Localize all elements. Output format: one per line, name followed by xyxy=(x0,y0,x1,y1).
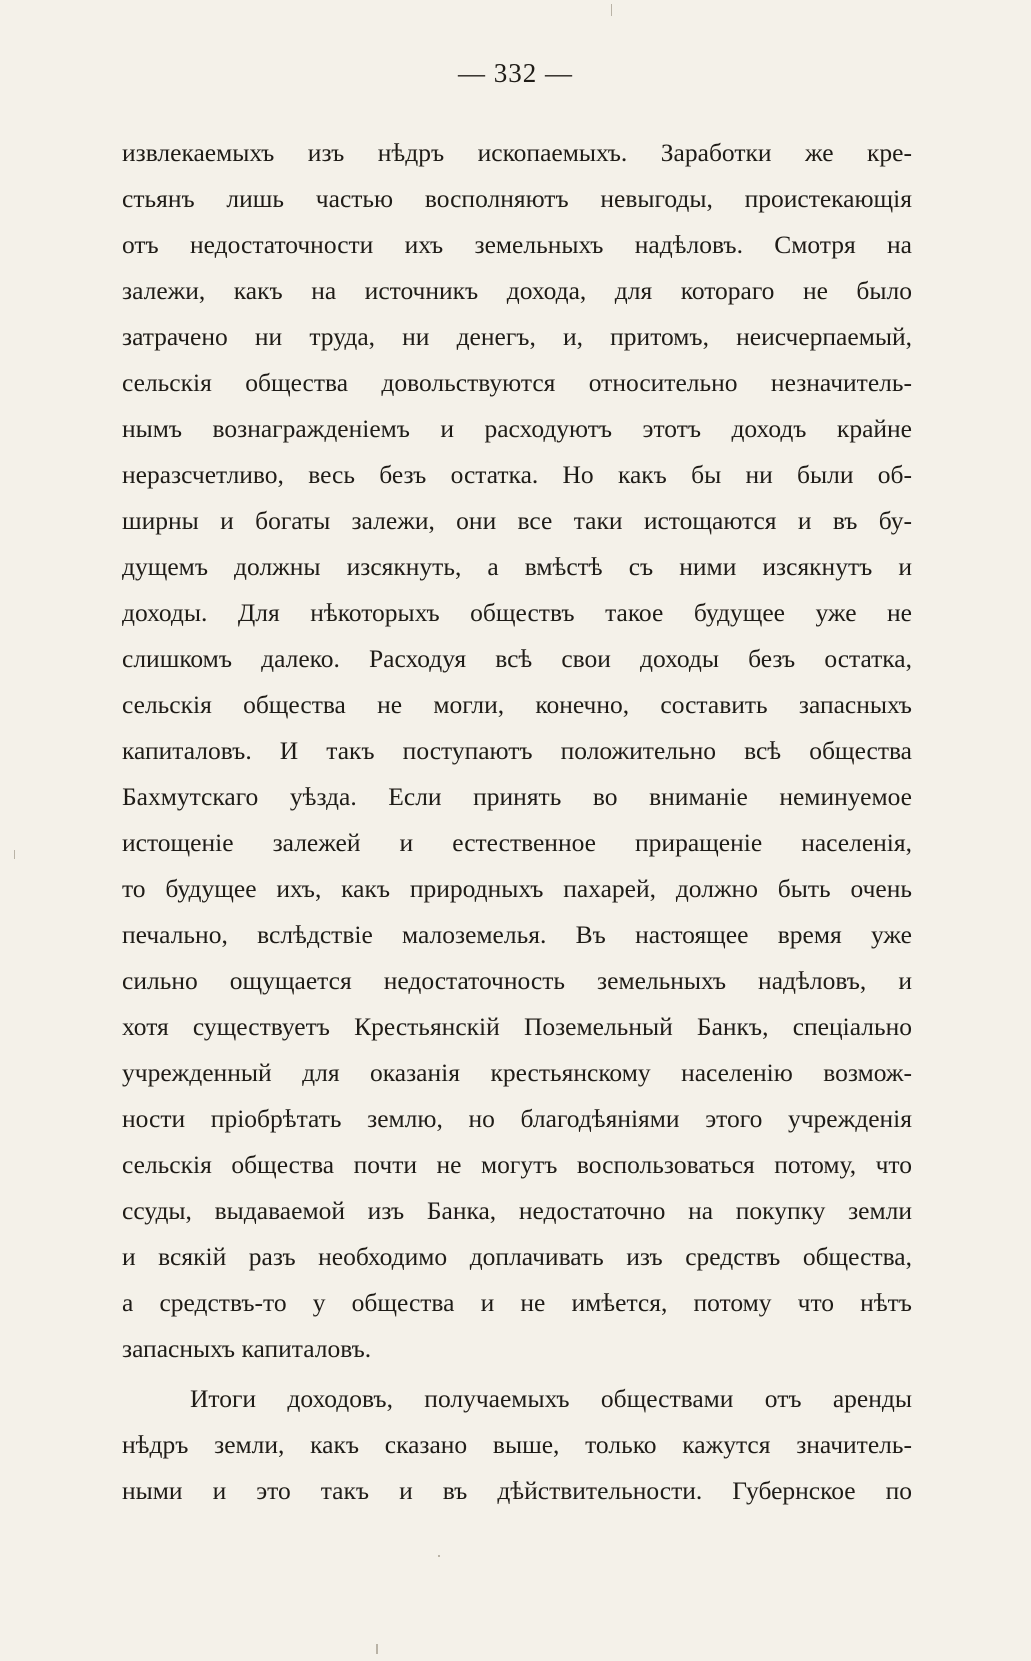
page-number: — 332 — xyxy=(458,58,573,88)
text-line: доходы. Для нѣкоторыхъ обществъ такое будущее уже не xyxy=(122,598,912,627)
paper-speck xyxy=(611,4,612,16)
text-line: ными и это такъ и въ дѣйствительности. Губернское по xyxy=(122,1476,912,1505)
text-line: нымъ вознагражденіемъ и расходуютъ этотъ доходъ крайне xyxy=(122,414,912,443)
text-line: затрачено ни труда, ни денегъ, и, притомъ, неисчерпаемый, xyxy=(122,322,912,351)
text-line: Итоги доходовъ, получаемыхъ обществами отъ аренды xyxy=(190,1384,912,1413)
text-line: сельскія общества не могли, конечно, составить запасныхъ xyxy=(122,690,912,719)
text-line: печально, вслѣдствіе малоземелья. Въ настоящее время уже xyxy=(122,920,912,949)
text-line: сельскія общества почти не могутъ воспользоваться потому, что xyxy=(122,1150,912,1179)
text-line: стьянъ лишь частью восполняютъ невыгоды, проистекающія xyxy=(122,184,912,213)
text-line: истощеніе залежей и естественное приращеніе населенія, xyxy=(122,828,912,857)
text-line: хотя существуетъ Крестьянскій Поземельный Банкъ, спеціально xyxy=(122,1012,912,1041)
text-line: запасныхъ капиталовъ. xyxy=(122,1334,372,1363)
paper-speck xyxy=(14,850,15,859)
text-line: нѣдръ земли, какъ сказано выше, только кажутся значитель- xyxy=(122,1430,912,1459)
text-line: ширны и богаты залежи, они все таки истощаются и въ бу- xyxy=(122,506,912,535)
text-line: сильно ощущается недостаточность земельныхъ надѣловъ, и xyxy=(122,966,912,995)
text-line: ности пріобрѣтать землю, но благодѣяніями этого учрежденія xyxy=(122,1104,912,1133)
text-line: слишкомъ далеко. Расходуя всѣ свои доходы безъ остатка, xyxy=(122,644,912,673)
text-line: дущемъ должны изсякнуть, а вмѣстѣ съ ними изсякнутъ и xyxy=(122,552,912,581)
text-line: а средствъ-то у общества и не имѣется, потому что нѣтъ xyxy=(122,1288,912,1317)
paper-speck xyxy=(438,1555,440,1557)
text-line: сельскія общества довольствуются относительно незначитель- xyxy=(122,368,912,397)
text-line: залежи, какъ на источникъ дохода, для котораго не было xyxy=(122,276,912,305)
text-line: капиталовъ. И такъ поступаютъ положительно всѣ общества xyxy=(122,736,912,765)
paper-speck xyxy=(376,1644,378,1654)
text-line: учрежденный для оказанія крестьянскому населенію возмож- xyxy=(122,1058,912,1087)
text-line: и всякій разъ необходимо доплачивать изъ средствъ общества, xyxy=(122,1242,912,1271)
text-line: Бахмутскаго уѣзда. Если принять во вниманіе неминуемое xyxy=(122,782,912,811)
text-line: неразсчетливо, весь безъ остатка. Но какъ бы ни были об- xyxy=(122,460,912,489)
text-line: ссуды, выдаваемой изъ Банка, недостаточно на покупку земли xyxy=(122,1196,912,1225)
text-line: извлекаемыхъ изъ нѣдръ ископаемыхъ. Заработки же кре- xyxy=(122,138,912,167)
text-line: отъ недостаточности ихъ земельныхъ надѣловъ. Смотря на xyxy=(122,230,912,259)
text-line: то будущее ихъ, какъ природныхъ пахарей, должно быть очень xyxy=(122,874,912,903)
